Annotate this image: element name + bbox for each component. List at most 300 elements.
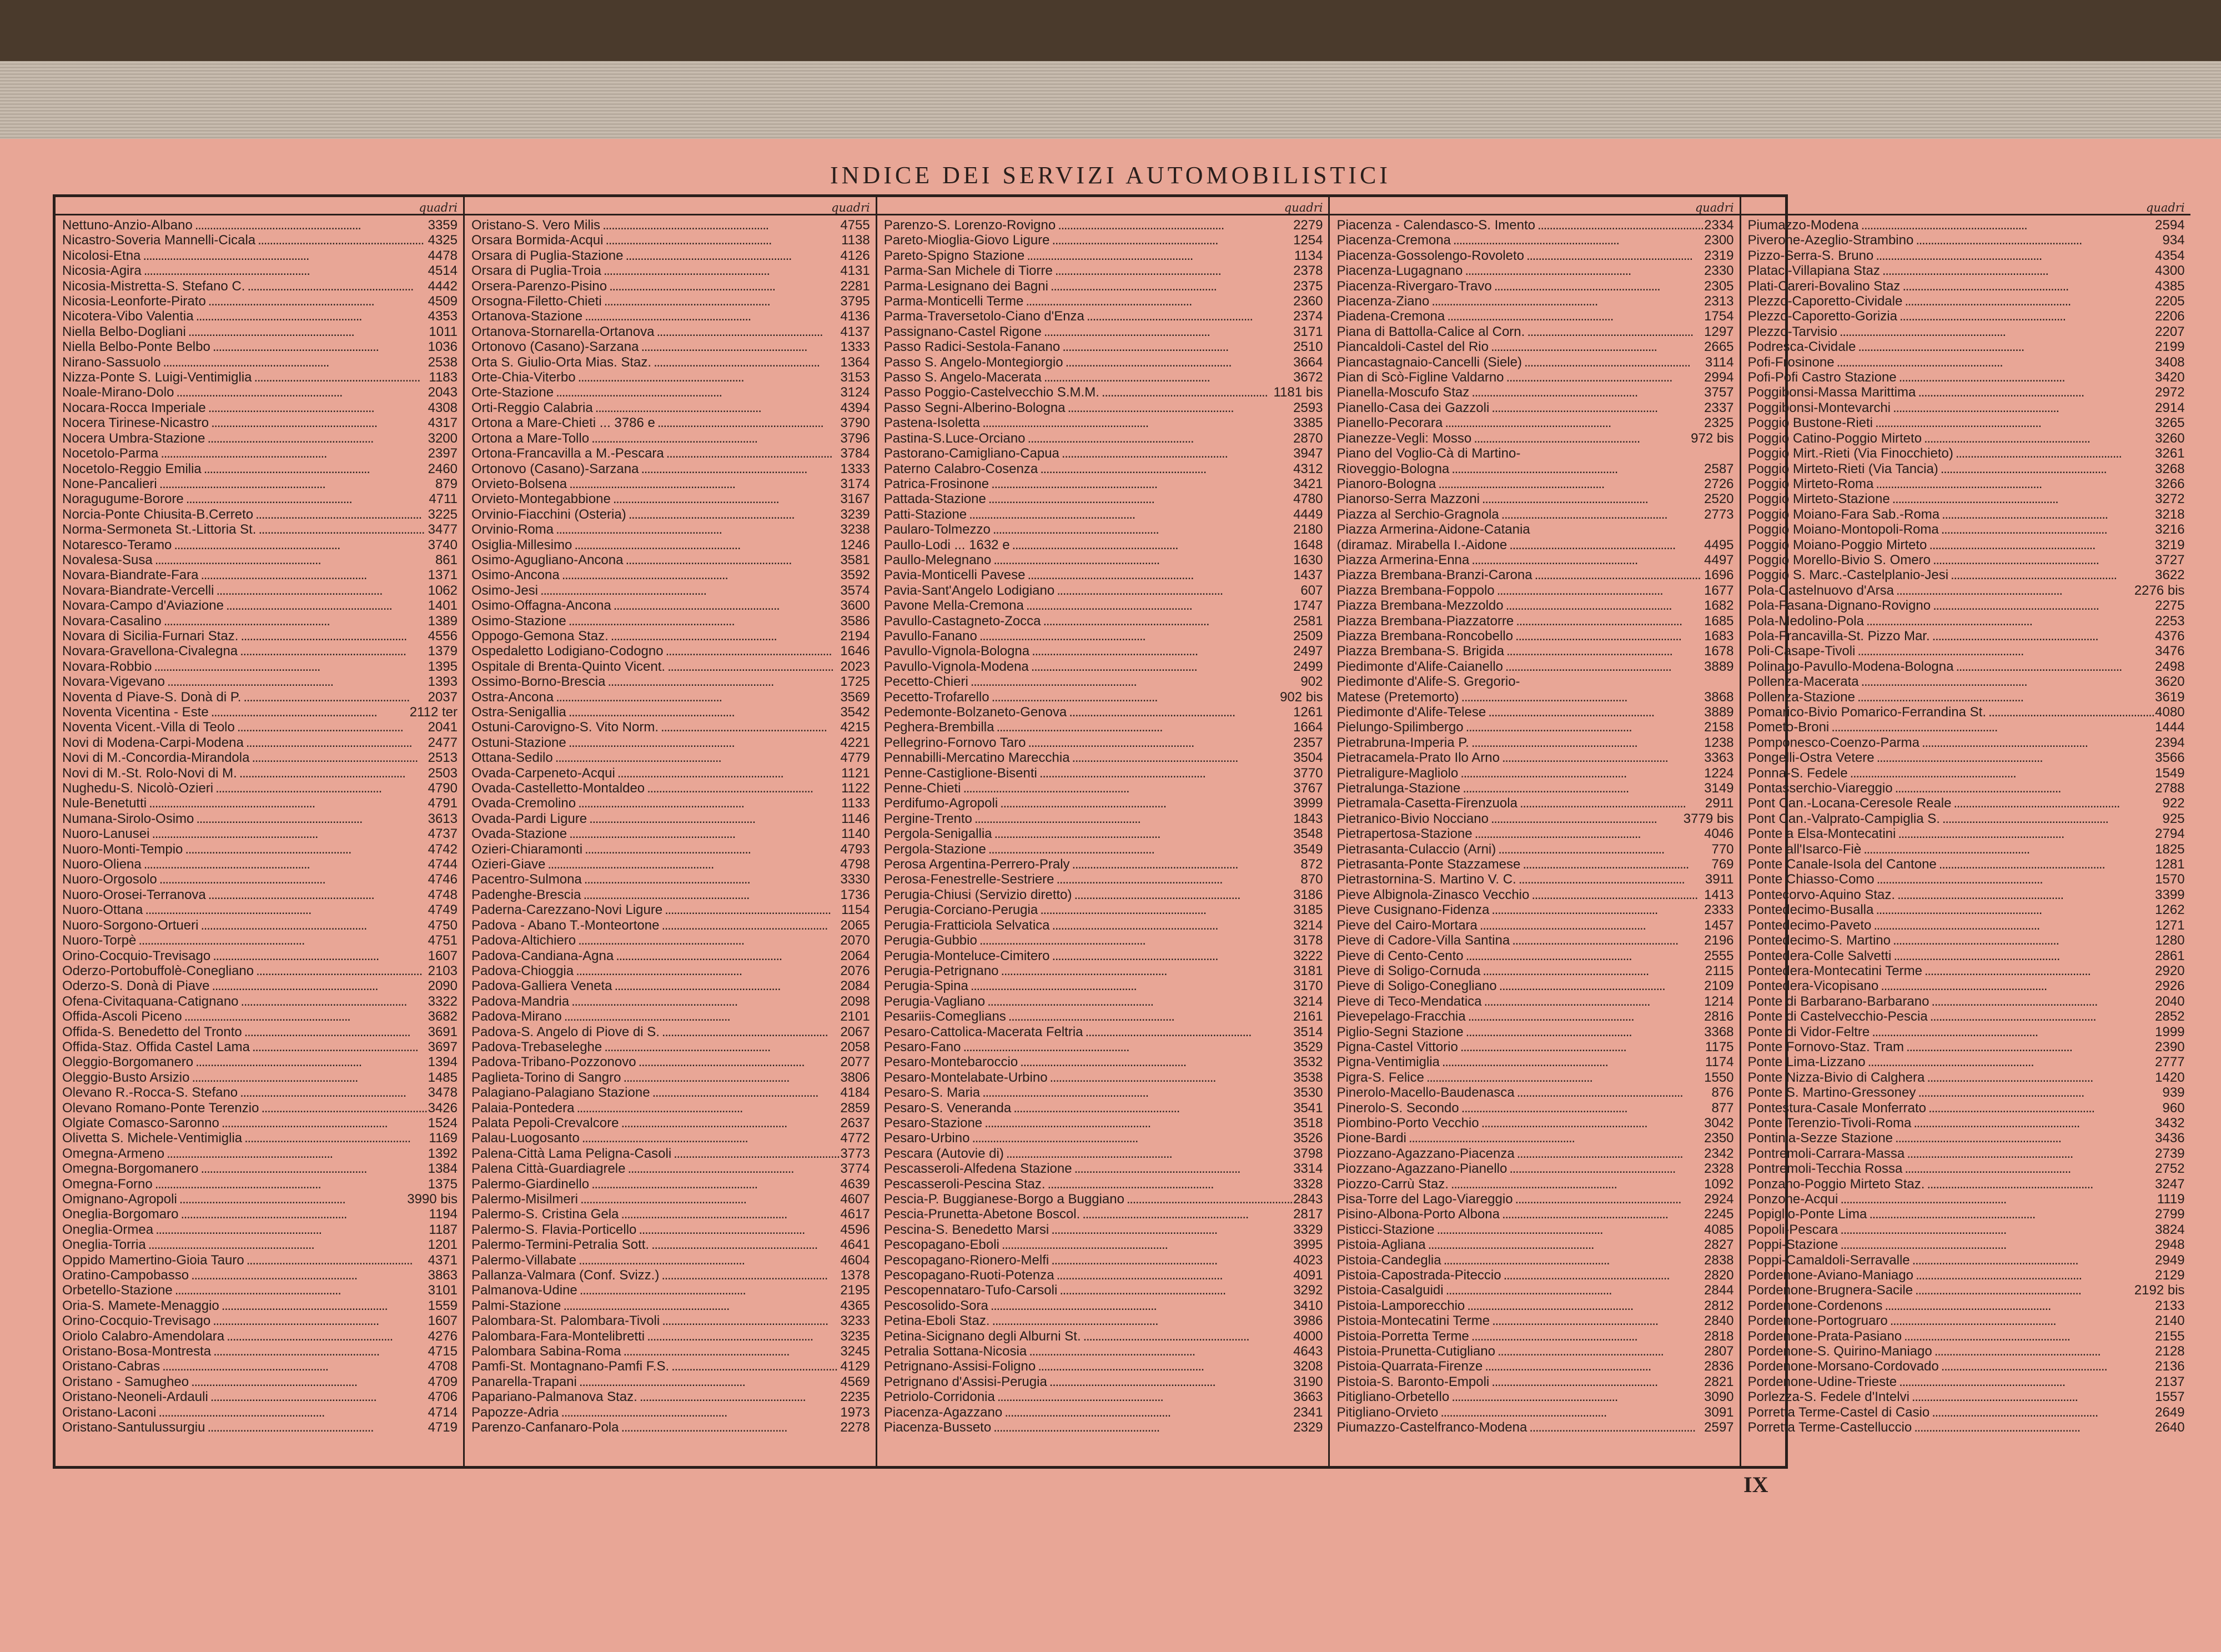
index-entry <box>884 431 1323 446</box>
index-entry <box>471 415 870 430</box>
table-number: 2394 <box>2155 735 2185 750</box>
table-number: 1140 <box>841 826 870 842</box>
leader-dots <box>641 461 838 476</box>
index-entry <box>884 461 1323 476</box>
route-name: Palombara-St. Palombara-Tivoli <box>471 1313 660 1329</box>
route-name: Pordenone-Morsano-Cordovado <box>1747 1359 1939 1374</box>
leader-dots <box>569 705 838 720</box>
table-number: 2090 <box>428 978 458 994</box>
leader-dots <box>1904 1329 2153 1344</box>
table-number: 1825 <box>2155 841 2185 857</box>
table-number: 2235 <box>840 1389 870 1405</box>
route-name: Pordenone-Portogruaro <box>1747 1313 1888 1329</box>
route-name: Oneglia-Ormea <box>62 1222 154 1237</box>
leader-dots <box>591 1177 838 1192</box>
leader-dots <box>1026 598 1291 613</box>
route-name: Perugia-Gubbio <box>883 933 977 948</box>
route-name: Poggio Bustone-Rieti <box>1747 415 1873 431</box>
index-entry <box>1748 263 2185 278</box>
leader-dots <box>1466 720 1702 735</box>
leader-dots <box>1517 1146 1702 1161</box>
route-name: Pontedera-Montecatini Terme <box>1747 963 1922 978</box>
leader-dots <box>1942 811 2160 826</box>
leader-dots <box>1915 1283 2132 1298</box>
leader-dots <box>1924 431 2153 446</box>
leader-dots <box>1040 902 1291 917</box>
route-name: Perugia-Fratticiola Selvatica <box>883 917 1050 933</box>
leader-dots <box>155 1222 426 1237</box>
route-name: Pont Can.-Valprato-Campiglia S. <box>1747 811 1940 826</box>
route-name: Oratino-Campobasso <box>62 1268 189 1283</box>
index-entry <box>1336 598 1733 613</box>
table-number: 2205 <box>2155 294 2185 309</box>
index-entry <box>471 948 870 963</box>
leader-dots <box>1029 1344 1291 1359</box>
table-number: 4514 <box>428 263 458 279</box>
table-number: 1181 bis <box>1273 385 1323 400</box>
table-number: 2129 <box>2155 1268 2185 1283</box>
table-number: 1685 <box>1704 613 1734 629</box>
table-number: 1194 <box>429 1207 458 1222</box>
index-entry <box>1748 1177 2185 1192</box>
index-entry <box>471 1237 870 1252</box>
leader-dots <box>1882 263 2153 278</box>
leader-dots <box>1502 1207 1702 1222</box>
table-number: 3586 <box>840 613 870 629</box>
table-number: 3574 <box>840 583 870 598</box>
index-entry <box>62 446 458 461</box>
route-name: Pianella-Moscufo Staz <box>1336 385 1470 400</box>
leader-dots <box>1066 355 1291 370</box>
table-number: 1333 <box>840 461 870 476</box>
table-number: 3779 bis <box>1683 811 1734 826</box>
index-entry <box>1748 522 2185 537</box>
table-number: 4325 <box>428 233 458 248</box>
route-name: Pistoia-Candeglia <box>1336 1252 1441 1268</box>
index-entry <box>62 902 458 917</box>
index-entry <box>1336 1070 1733 1085</box>
route-name: Pistoia-Prunetta-Cutigliano <box>1336 1344 1495 1359</box>
route-name: Pescopagano-Ruoti-Potenza <box>883 1268 1054 1283</box>
table-number: 3911 <box>1705 872 1734 887</box>
route-name: Padova-Tribano-Pozzonovo <box>471 1055 636 1070</box>
route-name: Poggio Catino-Poggio Mirteto <box>1747 430 1922 446</box>
leader-dots <box>145 902 425 917</box>
leader-dots <box>254 370 427 385</box>
leader-dots <box>1951 568 2153 583</box>
index-entry <box>471 690 870 705</box>
index-entry <box>884 1344 1323 1359</box>
route-name: Orvieto-Bolsena <box>471 476 567 491</box>
route-name: Pinerolo-S. Secondo <box>1336 1100 1459 1116</box>
leader-dots <box>1918 1085 2160 1100</box>
leader-dots <box>656 324 838 339</box>
leader-dots <box>211 705 408 720</box>
route-name: Novara-Vigevano <box>62 674 165 690</box>
leader-dots <box>1446 1283 1702 1298</box>
route-name: Poggibonsi-Montevarchi <box>1747 400 1891 415</box>
leader-dots <box>1074 1161 1292 1176</box>
leader-dots <box>1505 659 1702 674</box>
index-entry <box>62 461 458 476</box>
leader-dots <box>1431 294 1702 309</box>
route-name: Ponzano-Poggio Mirteto Staz. <box>1747 1176 1925 1192</box>
table-number: 877 <box>1711 1100 1734 1116</box>
index-column-1 <box>56 197 465 1466</box>
index-entry <box>471 370 870 385</box>
route-name: Oria-S. Mamete-Menaggio <box>62 1298 219 1313</box>
index-entry <box>62 1116 458 1131</box>
route-name: Ovada-Cremolino <box>471 796 576 811</box>
route-name: Pesariis-Comeglians <box>883 1009 1006 1025</box>
leader-dots <box>144 263 426 278</box>
route-name: Palermo-Misilmeri <box>471 1192 578 1207</box>
index-entry <box>62 1177 458 1192</box>
table-number: 3219 <box>2155 537 2185 553</box>
table-number: 1183 <box>429 370 458 385</box>
index-entry <box>62 339 458 354</box>
table-number: 2994 <box>1704 370 1734 385</box>
leader-dots <box>988 842 1291 857</box>
table-number: 4478 <box>428 248 458 263</box>
table-number: 3613 <box>428 811 458 826</box>
index-entry <box>471 1070 870 1085</box>
table-number: 2064 <box>840 948 870 963</box>
index-entry <box>62 887 458 902</box>
route-name: Pigna-Castel Vittorio <box>1336 1039 1458 1055</box>
leader-dots <box>623 1344 838 1359</box>
table-number: 2375 <box>1293 278 1323 294</box>
route-name: Novara di Sicilia-Furnari Staz. <box>62 628 239 644</box>
index-entry <box>1748 978 2185 993</box>
table-number: 2817 <box>1293 1207 1323 1222</box>
leader-dots <box>240 629 425 644</box>
leader-dots <box>211 415 426 430</box>
table-number: 3328 <box>1293 1176 1323 1192</box>
route-name: Pola-Medolino-Pola <box>1747 613 1864 629</box>
leader-dots <box>164 614 426 629</box>
index-entry <box>884 963 1323 978</box>
route-name: Osimo-Offagna-Ancona <box>471 598 611 614</box>
leader-dots <box>158 1405 425 1420</box>
table-number: 1736 <box>840 887 870 902</box>
table-number: 3889 <box>1704 705 1734 720</box>
route-name: Orte-Stazione <box>471 385 554 400</box>
table-number: 3548 <box>1293 826 1323 842</box>
table-number: 4746 <box>428 872 458 887</box>
leader-dots <box>1491 1374 1702 1389</box>
leader-dots <box>1900 309 2153 324</box>
leader-dots <box>984 1116 1291 1131</box>
route-name: Plataci-Villapiana Staz <box>1747 263 1880 279</box>
leader-dots <box>1475 826 1702 841</box>
leader-dots <box>578 370 838 385</box>
table-number: 2593 <box>1293 400 1323 415</box>
index-entry <box>471 583 870 598</box>
leader-dots <box>661 1268 838 1283</box>
route-name: Piacenza-Agazzano <box>883 1404 1003 1420</box>
index-entry <box>62 538 458 553</box>
route-name: Padova-Mandria <box>471 993 570 1009</box>
leader-dots <box>1499 978 1702 993</box>
table-number: 4556 <box>428 628 458 644</box>
route-name: Pisino-Albona-Porto Albona <box>1336 1207 1500 1222</box>
leader-dots <box>159 476 433 491</box>
index-entry <box>884 826 1323 841</box>
index-entry <box>62 1055 458 1069</box>
route-name: Palaia-Pontedera <box>471 1100 575 1116</box>
table-number: 3770 <box>1293 765 1323 781</box>
route-name: Nizza-Ponte S. Luigi-Ventimiglia <box>62 370 252 385</box>
index-entry <box>884 781 1323 796</box>
index-entry <box>62 857 458 872</box>
leader-dots <box>1028 735 1291 750</box>
index-entry <box>471 781 870 796</box>
index-entry <box>1748 385 2185 400</box>
leader-dots <box>583 887 838 902</box>
route-name: Pieve Albignola-Zinasco Vecchio <box>1336 887 1530 902</box>
index-entry <box>62 948 458 963</box>
table-number: 2538 <box>428 354 458 370</box>
table-number: 2023 <box>840 659 870 674</box>
index-entry <box>471 994 870 1009</box>
leader-dots <box>1006 1146 1291 1161</box>
route-name: Noventa Vicent.-Villa di Teolo <box>62 720 235 735</box>
index-entry <box>62 294 458 309</box>
route-name: Piazza Armerina-Enna <box>1336 552 1470 568</box>
table-number: 3421 <box>1293 476 1323 491</box>
route-name: Piazza Brembana-S. Brigida <box>1336 644 1504 659</box>
table-number: 1678 <box>1704 644 1734 659</box>
table-number: 3999 <box>1293 796 1323 811</box>
table-number: 4312 <box>1293 461 1323 476</box>
index-entry <box>1336 963 1733 978</box>
table-number: 2070 <box>840 933 870 948</box>
table-number: 3114 <box>1705 354 1734 370</box>
table-number: 2924 <box>1704 1192 1734 1207</box>
route-name: Piumazzo-Castelfranco-Modena <box>1336 1420 1527 1435</box>
route-name: Nicastro-Soveria Mannelli-Cicala <box>62 233 256 248</box>
leader-dots <box>540 583 838 598</box>
table-number: 3784 <box>840 446 870 461</box>
route-name: Pavia-Sant'Angelo Lodigiano <box>883 583 1055 598</box>
route-name: Pecetto-Chieri <box>883 674 968 690</box>
route-name: Porretta Terme-Castel di Casio <box>1747 1404 1930 1420</box>
table-number: 2350 <box>1704 1131 1734 1146</box>
leader-dots <box>564 1009 838 1024</box>
index-entry <box>62 1192 458 1207</box>
table-number: 2520 <box>1704 491 1734 507</box>
index-entry <box>471 918 870 933</box>
index-entry <box>1748 796 2185 811</box>
index-entry <box>1336 263 1733 278</box>
table-number: 4046 <box>1704 826 1734 842</box>
leader-dots <box>580 1283 838 1298</box>
route-name: Nicosia-Mistretta-S. Stefano C. <box>62 278 245 294</box>
table-number: 3292 <box>1293 1283 1323 1298</box>
index-entry <box>471 1344 870 1359</box>
route-name: Pietrastornina-S. Martino V. C. <box>1336 872 1516 887</box>
route-name: Orvieto-Montegabbione <box>471 491 611 507</box>
index-entry <box>471 263 870 278</box>
index-entry <box>471 446 870 461</box>
index-entry <box>1748 400 2185 415</box>
leader-dots <box>227 1329 425 1344</box>
index-entry <box>1336 994 1733 1009</box>
index-entry <box>62 233 458 248</box>
route-name: Pesaro-Cattolica-Macerata Feltria <box>883 1024 1083 1040</box>
table-number: 1262 <box>2155 902 2185 918</box>
index-entry <box>62 1405 458 1420</box>
index-entry <box>1748 1131 2185 1146</box>
leader-dots <box>1840 1222 2153 1237</box>
route-name: Pescia-Prunetta-Abetone Boscol. <box>883 1207 1081 1222</box>
index-column-5 <box>1741 197 2190 1466</box>
route-name: Osiglia-Millesimo <box>471 537 572 553</box>
index-entry <box>1748 690 2185 705</box>
leader-dots <box>1524 355 1703 370</box>
table-number: 3947 <box>1293 446 1323 461</box>
index-entry <box>884 248 1323 263</box>
route-name: Pione-Bardi <box>1336 1131 1406 1146</box>
table-number: 3889 <box>1704 659 1734 674</box>
leader-dots <box>1876 902 2153 917</box>
leader-dots <box>252 750 425 765</box>
leader-dots <box>979 933 1291 948</box>
table-number: 3691 <box>428 1024 458 1040</box>
index-entry <box>1336 705 1733 720</box>
leader-dots <box>609 279 838 294</box>
table-number: 902 bis <box>1280 689 1323 705</box>
route-name: Nicolosi-Etna <box>62 248 141 263</box>
index-entry <box>1336 1268 1733 1283</box>
index-entry <box>62 248 458 263</box>
leader-dots <box>1057 872 1299 887</box>
table-number: 3436 <box>2155 1131 2185 1146</box>
leader-dots <box>148 1237 426 1252</box>
index-entry <box>1748 872 2185 887</box>
index-entry <box>62 629 458 644</box>
index-entry <box>884 1389 1323 1404</box>
table-number: 2199 <box>2155 339 2185 355</box>
table-number: 2281 <box>840 278 870 294</box>
index-entry <box>1748 1359 2185 1374</box>
index-entry <box>884 1101 1323 1116</box>
index-entry <box>1336 887 1733 902</box>
route-name: Panarella-Trapani <box>471 1374 577 1389</box>
leader-dots <box>1460 766 1702 781</box>
index-entry <box>884 857 1323 872</box>
index-entry <box>1336 1025 1733 1040</box>
leader-dots <box>1509 538 1702 553</box>
index-entry <box>1748 233 2185 248</box>
route-name: Ponte S. Martino-Gressoney <box>1747 1085 1916 1101</box>
index-entry <box>62 1207 458 1222</box>
table-number: 3600 <box>840 598 870 614</box>
index-entry <box>1748 568 2185 583</box>
route-name: Novara-Campo d'Aviazione <box>62 598 224 614</box>
leader-dots <box>1840 1192 2154 1207</box>
leader-dots <box>1905 1161 2153 1176</box>
leader-dots <box>1506 598 1702 613</box>
route-name: Piozzano-Agazzano-Pianello <box>1336 1161 1508 1177</box>
table-number: 4495 <box>1704 537 1734 553</box>
leader-dots <box>1461 690 1702 705</box>
index-entry <box>1748 507 2185 522</box>
route-name: Pescina-S. Benedetto Marsi <box>883 1222 1049 1237</box>
table-number: 3581 <box>840 552 870 568</box>
route-name: Pielungo-Spilimbergo <box>1336 720 1464 735</box>
table-number: 4385 <box>2155 278 2185 294</box>
route-name: Palata Pepoli-Crevalcore <box>471 1115 619 1131</box>
route-name: Ossimo-Borno-Brescia <box>471 674 606 690</box>
route-name: Novara-Biandrate-Vercelli <box>62 583 214 598</box>
index-entry <box>1336 690 1733 705</box>
table-number: 4709 <box>428 1374 458 1389</box>
leader-dots <box>1527 324 1702 339</box>
route-name: Pistoia-Quarrata-Firenze <box>1336 1359 1483 1374</box>
route-name: Pordenone-Udine-Trieste <box>1747 1374 1897 1389</box>
leader-dots <box>1939 857 2153 872</box>
route-name: Piozzano-Agazzano-Piacenza <box>1336 1146 1515 1161</box>
route-name: Palermo-Termini-Petralia Sott. <box>471 1237 650 1253</box>
leader-dots <box>604 1040 838 1055</box>
table-number: 870 <box>1300 872 1323 887</box>
route-name: Palau-Luogosanto <box>471 1131 580 1146</box>
table-number: 1238 <box>1704 735 1734 750</box>
leader-dots <box>1057 583 1298 598</box>
table-number: 3171 <box>1293 324 1323 339</box>
table-number: 3090 <box>1704 1389 1734 1405</box>
table-number: 1174 <box>1705 1055 1734 1070</box>
route-name: Pescasseroli-Pescina Staz. <box>883 1176 1046 1192</box>
table-number: 1146 <box>841 811 870 826</box>
table-number: 2333 <box>1704 902 1734 918</box>
leader-dots <box>629 507 838 522</box>
index-entry <box>62 1268 458 1283</box>
table-number: 4317 <box>428 415 458 431</box>
leader-dots <box>647 781 839 796</box>
leader-dots <box>1471 735 1702 750</box>
route-name: Petrignano-Assisi-Foligno <box>883 1359 1036 1374</box>
table-number: 1393 <box>428 674 458 690</box>
index-entry <box>1748 1161 2185 1176</box>
leader-dots <box>1912 1253 2153 1268</box>
route-name: Pontedera-Colle Salvetti <box>1747 948 1892 963</box>
table-number: 4442 <box>428 278 458 294</box>
table-number: 4091 <box>1293 1268 1323 1283</box>
index-entry <box>471 1420 870 1435</box>
index-entry <box>1748 659 2185 674</box>
leader-dots <box>1445 415 1702 430</box>
route-name: Popoli-Pescara <box>1747 1222 1838 1237</box>
index-entry <box>62 1283 458 1298</box>
index-entry <box>62 933 458 948</box>
table-number: 2158 <box>1704 720 1734 735</box>
table-number: 1682 <box>1704 598 1734 614</box>
leader-dots <box>1044 324 1291 339</box>
table-number: 3265 <box>2155 415 2185 431</box>
route-name: Pieve di Teco-Mendatica <box>1336 993 1482 1009</box>
table-number: 607 <box>1300 583 1323 598</box>
index-entry <box>884 598 1323 613</box>
leader-dots <box>162 1359 426 1374</box>
route-name: Piedimonte d'Alife-Telese <box>1336 705 1486 720</box>
route-name: Orvinio-Fiacchini (Osteria) <box>471 506 626 522</box>
index-table <box>53 194 2185 1469</box>
index-entry <box>62 963 458 978</box>
table-number: 1011 <box>429 324 458 339</box>
